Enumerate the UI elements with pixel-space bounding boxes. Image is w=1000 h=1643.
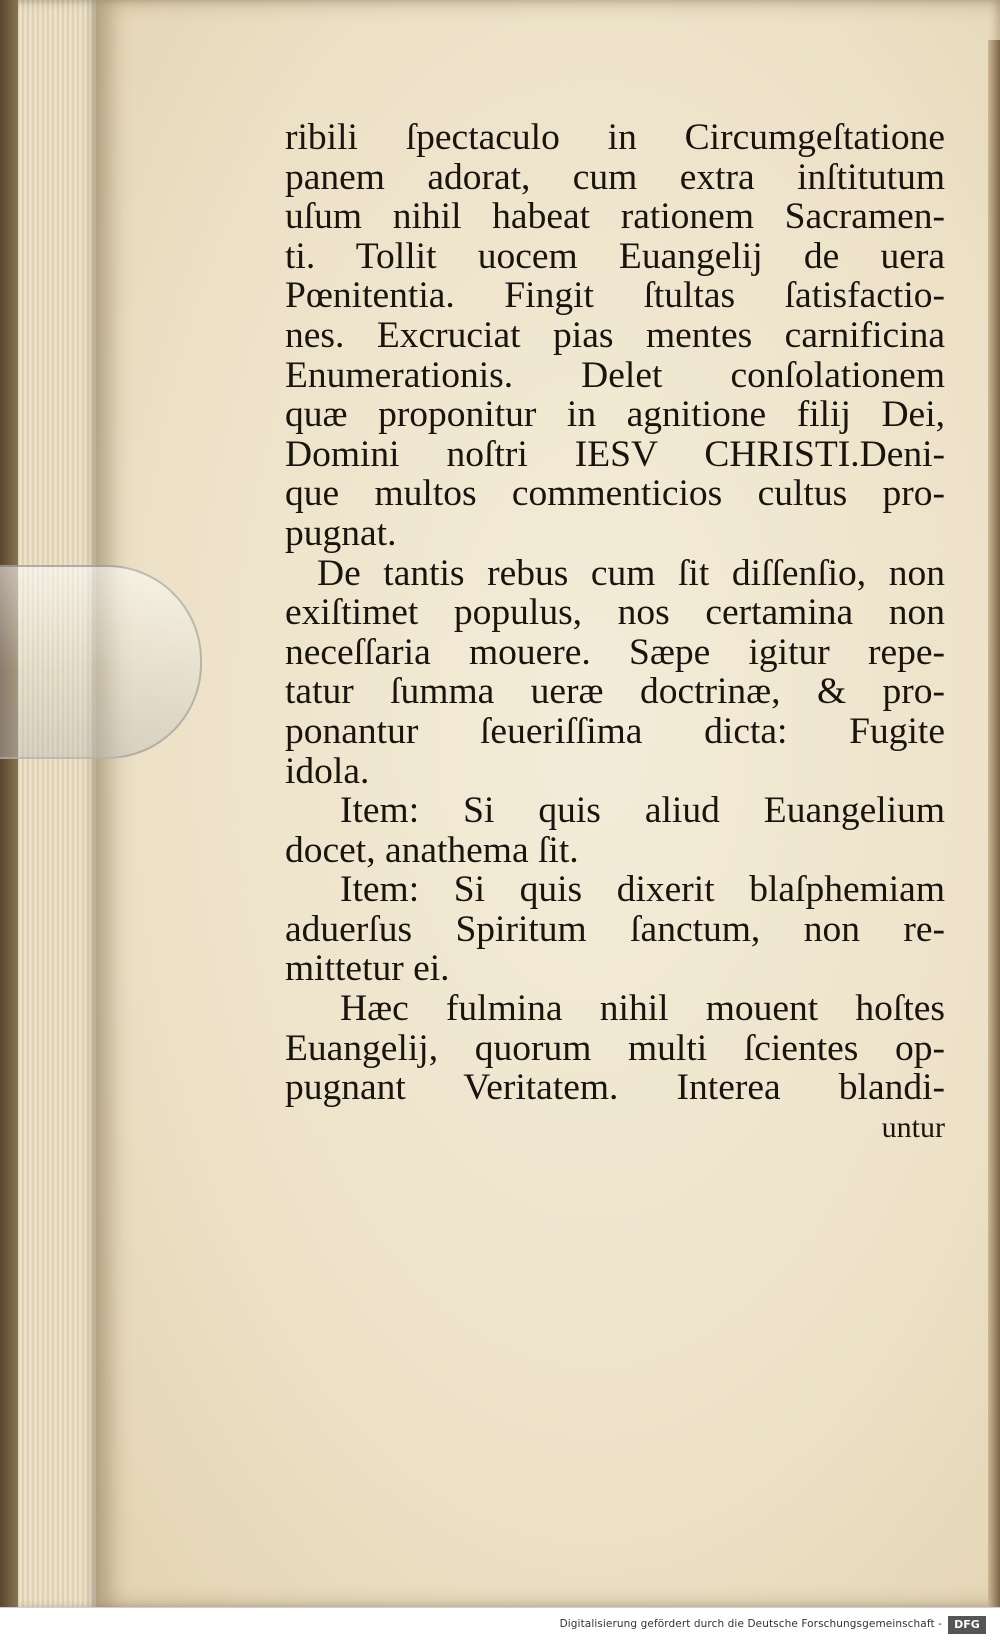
text-line: quæ proponitur in agnitione filij Dei,	[285, 395, 945, 435]
text-line: aduerſus Spiritum ſanctum, non re-	[285, 909, 945, 950]
page-text	[285, 118, 945, 1147]
funding-notice: Digitalisierung gefördert durch die Deutsche Forschungsgemeinschaft -	[559, 1618, 942, 1630]
text-line: uſum nihil habeat rationem Sacramen-	[285, 197, 945, 237]
text-line: ribili ſpectaculo in Circumgeſtatione	[285, 118, 945, 158]
text-line: De tantis rebus cum ſit diſſenſio, non	[317, 553, 945, 594]
text-line: que multos commenticios cultus pro-	[285, 474, 945, 514]
text-line: Item: Si quis aliud Euangelium	[340, 791, 945, 831]
text-line: idola.	[285, 751, 370, 792]
text-line: untur	[881, 1110, 945, 1144]
text-line: tatur ſumma ueræ doctrinæ, & pro-	[285, 672, 945, 712]
text-line: Pœnitentia. Fingit ſtultas ſatisfactio-	[285, 276, 945, 316]
text-line: ti. Tollit uocem Euangelij de uera	[285, 236, 945, 277]
text-line: docet, anathema ſit.	[285, 830, 579, 871]
text-line: Euangelij, quorum multi ſcientes op-	[285, 1028, 945, 1069]
text-line: mittetur ei.	[285, 949, 450, 990]
text-line: Hæc fulmina nihil mouent hoſtes	[340, 989, 945, 1029]
dfg-logo: DFG	[948, 1616, 986, 1634]
binding-edge	[988, 40, 1000, 1608]
text-line: exiſtimet populus, nos certamina non	[285, 593, 945, 633]
page-clip	[0, 565, 202, 759]
text-line: Domini noſtri IESV CHRISTI.Deni-	[285, 434, 945, 475]
text-line: Item: Si quis dixerit blaſphemiam	[340, 870, 945, 910]
text-line: ponantur ſeueriſſima dicta: Fugite	[285, 711, 945, 752]
text-line: pugnat.	[285, 513, 397, 554]
page-stack-edges	[0, 0, 100, 1610]
text-line: panem adorat, cum extra inſtitutum	[285, 157, 945, 198]
text-line: pugnant Veritatem. Interea blandi-	[285, 1068, 945, 1108]
text-line: nes. Excruciat pias mentes carnificina	[285, 315, 945, 356]
text-line: Enumerationis. Delet conſolationem	[285, 355, 945, 396]
text-line: neceſſaria mouere. Sæpe igitur repe-	[285, 632, 945, 673]
footer-bar	[0, 1607, 1000, 1643]
